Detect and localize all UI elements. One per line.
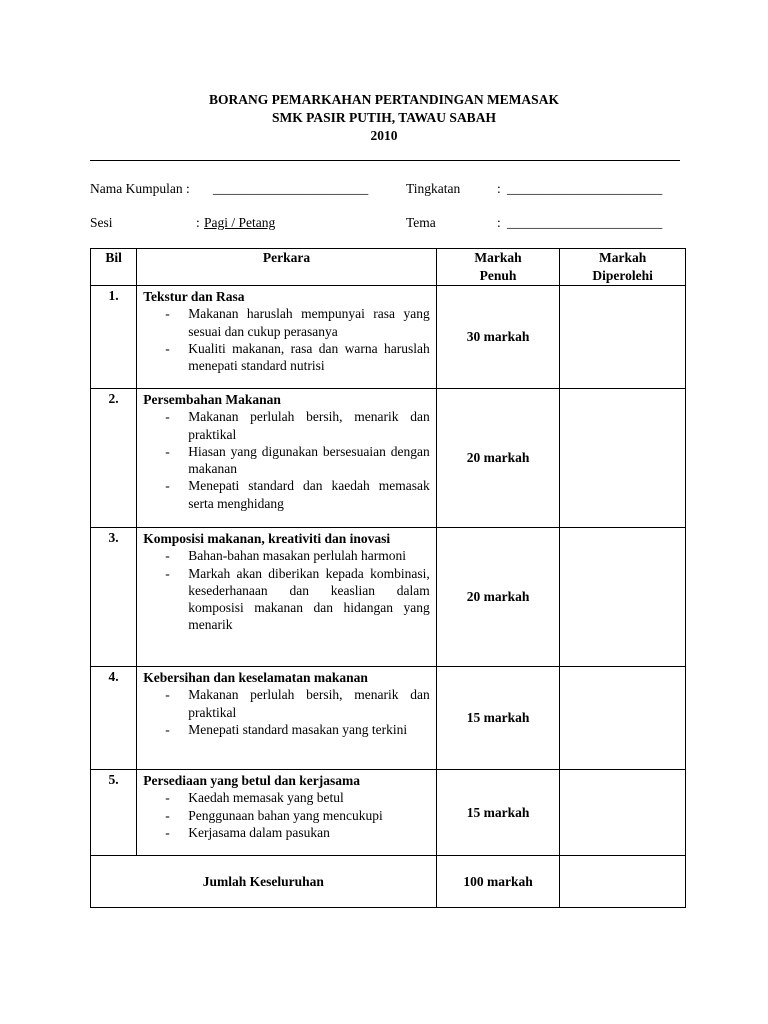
- sesi-colon: :: [196, 215, 200, 230]
- title-line-2: SMK PASIR PUTIH, TAWAU SABAH: [272, 110, 496, 125]
- header-bil: Bil: [91, 249, 137, 286]
- tingkatan-field[interactable]: _______________________: [507, 181, 663, 196]
- criterion-cell: [137, 528, 437, 667]
- header-markah-diperolehi: [560, 249, 686, 286]
- marks-obtained-cell[interactable]: [560, 528, 686, 667]
- criterion-list: [143, 789, 430, 841]
- full-marks: 15 markah: [436, 770, 560, 856]
- tingkatan-colon: :: [497, 181, 501, 196]
- criterion-item: - Markah akan diberikan kepada kombinasi, kesederhanaan dan keaslian dalam komposisi makanan dan hidangan yang menarik: [143, 565, 430, 634]
- table-row: [91, 389, 686, 528]
- criterion-list: [143, 408, 430, 512]
- header-markah-penuh-line1: Markah: [474, 250, 522, 265]
- header-perkara: Perkara: [137, 249, 437, 286]
- nama-kumpulan-field[interactable]: _______________________: [213, 181, 369, 196]
- full-marks: 30 markah: [436, 286, 560, 389]
- header-markah-penuh: [436, 249, 560, 286]
- table-header-row: [91, 249, 686, 286]
- criterion-item: - Makanan perlulah bersih, menarik dan praktikal: [143, 686, 430, 721]
- criterion-title: Komposisi makanan, kreativiti dan inovasi: [143, 531, 391, 546]
- criterion-item: - Makanan perlulah bersih, menarik dan praktikal: [143, 408, 430, 443]
- scoring-table: [90, 248, 686, 908]
- header-markah-diperolehi-line2: Diperolehi: [592, 268, 653, 283]
- total-label: Jumlah Keseluruhan: [91, 856, 437, 908]
- sesi-label: Sesi: [90, 215, 113, 230]
- full-marks: 20 markah: [436, 528, 560, 667]
- table-row: [91, 770, 686, 856]
- header-divider: [90, 160, 680, 161]
- table-row: [91, 667, 686, 770]
- marks-obtained-cell[interactable]: [560, 667, 686, 770]
- criterion-item: - Kerjasama dalam pasukan: [143, 824, 430, 841]
- title-line-1: BORANG PEMARKAHAN PERTANDINGAN MEMASAK: [209, 92, 559, 107]
- criterion-item: - Penggunaan bahan yang mencukupi: [143, 807, 430, 824]
- criterion-cell: [137, 667, 437, 770]
- criterion-cell: [137, 770, 437, 856]
- total-row: [91, 856, 686, 908]
- tema-field[interactable]: _______________________: [507, 215, 663, 230]
- criterion-list: [143, 547, 430, 633]
- criterion-cell: [137, 286, 437, 389]
- criterion-title: Kebersihan dan keselamatan makanan: [143, 670, 368, 685]
- total-full-marks: 100 markah: [436, 856, 560, 908]
- header-markah-diperolehi-line1: Markah: [599, 250, 647, 265]
- nama-kumpulan-label: Nama Kumpulan :: [90, 181, 190, 196]
- tema-colon: :: [497, 215, 501, 230]
- table-row: [91, 528, 686, 667]
- document-title: [0, 91, 768, 145]
- criterion-item: - Menepati standard dan kaedah memasak serta menghidang: [143, 477, 430, 512]
- sesi-value[interactable]: Pagi / Petang: [204, 215, 276, 230]
- marks-obtained-cell[interactable]: [560, 286, 686, 389]
- criterion-item: - Kualiti makanan, rasa dan warna haruslah menepati standard nutrisi: [143, 340, 430, 375]
- criterion-list: [143, 686, 430, 738]
- table-row: [91, 286, 686, 389]
- row-number: 1.: [91, 286, 137, 389]
- criterion-cell: [137, 389, 437, 528]
- tema-label: Tema: [406, 215, 436, 230]
- title-year: 2010: [370, 128, 398, 143]
- criterion-item: - Hiasan yang digunakan bersesuaian dengan makanan: [143, 443, 430, 478]
- full-marks: 15 markah: [436, 667, 560, 770]
- criterion-list: [143, 305, 430, 374]
- criterion-title: Persembahan Makanan: [143, 392, 281, 407]
- criterion-item: - Makanan haruslah mempunyai rasa yang sesuai dan cukup perasanya: [143, 305, 430, 340]
- marks-obtained-cell[interactable]: [560, 770, 686, 856]
- criterion-title: Tekstur dan Rasa: [143, 289, 245, 304]
- criterion-item: - Menepati standard masakan yang terkini: [143, 721, 430, 738]
- full-marks: 20 markah: [436, 389, 560, 528]
- criterion-title: Persediaan yang betul dan kerjasama: [143, 773, 360, 788]
- row-number: 2.: [91, 389, 137, 528]
- row-number: 5.: [91, 770, 137, 856]
- header-markah-penuh-line2: Penuh: [479, 268, 517, 283]
- row-number: 3.: [91, 528, 137, 667]
- total-marks-obtained-cell[interactable]: [560, 856, 686, 908]
- tingkatan-label: Tingkatan: [406, 181, 461, 196]
- row-number: 4.: [91, 667, 137, 770]
- criterion-item: - Bahan-bahan masakan perlulah harmoni: [143, 547, 430, 564]
- criterion-item: - Kaedah memasak yang betul: [143, 789, 430, 806]
- marks-obtained-cell[interactable]: [560, 389, 686, 528]
